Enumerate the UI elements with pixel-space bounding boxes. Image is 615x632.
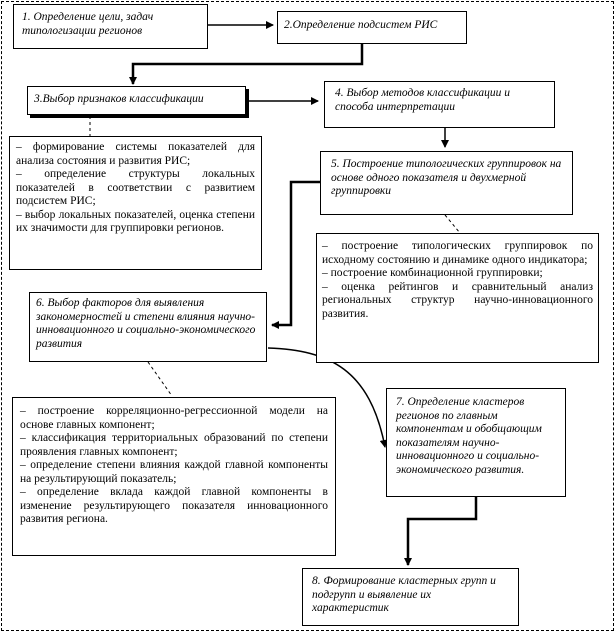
step-3-box: [27, 86, 246, 115]
step-7-box: [386, 388, 566, 497]
step-5-detail-3: – оценка рейтингов и сравнительный анализ региональных структур научно-инновационного развития.: [322, 280, 593, 320]
step-8-box: [302, 568, 519, 626]
step-4-text: 4. Выбор методов классификации и способа интерпретации: [335, 87, 511, 113]
step-6-detail-3: – определение степени влияния каждой главной компоненты на результирующий показатель;: [20, 459, 328, 485]
step-5-detail-1: – построение типологических группировок по исходному состоянию и динамике одного индикатора;: [322, 240, 593, 266]
step-5-box: [320, 151, 573, 215]
step-1-text: 1. Определение цели, задач типологизации регионов: [22, 11, 154, 37]
step-5-text: 5. Построение типологических группировок на основе одного показателя и двухмерной группировки: [331, 158, 562, 197]
step-3-detail-1: – формирование системы показателей для анализа состояния и развития РИС;: [16, 141, 255, 167]
step-3-text: 3.Выбор признаков классификации: [34, 93, 204, 105]
step-3-detail-2: – определение структуры локальных показателей в соответствии с развитием подсистем РИС;: [16, 168, 255, 207]
arrow-5-to-6: [272, 182, 320, 325]
step-5-detail-2: – построение комбинационной группировки;: [322, 267, 543, 279]
step-5-details-box: [316, 233, 599, 363]
step-6-detail-4: – определение вклада каждой главной компоненты в изменение результирующего показателя инновационного развития региона.: [20, 486, 328, 525]
step-6-text: 6. Выбор факторов для выявления закономерностей и степени влияния научно-инновационного и социально-экономического развития: [36, 297, 256, 350]
step-6-box: [29, 292, 267, 362]
step-2-text: 2.Определение подсистем РИС: [284, 19, 438, 31]
dash-5-to-details: [445, 215, 460, 233]
arrow-7-to-8: [408, 497, 476, 565]
dash-6-to-details: [148, 362, 172, 396]
step-6-details-box: [12, 397, 336, 556]
arrow-2-to-3: [133, 44, 362, 84]
step-7-text: 7. Определение кластеров регионов по главным компонентам и обобщающим показателям научно-инновационного и социально-экономического развития.: [396, 396, 542, 476]
step-6-detail-1: – построение корреляционно-регрессионной модели на основе главных компонент;: [20, 405, 328, 431]
step-4-box: [324, 81, 555, 128]
step-1-box: [13, 4, 208, 49]
step-6-detail-2: – классификация территориальных образований по степени проявления главных компонент;: [20, 432, 328, 458]
step-2-box: [277, 11, 467, 44]
step-3-detail-3: – выбор локальных показателей, оценка степени их значимости для группировки регионов.: [16, 208, 255, 234]
step-3-details-box: [9, 136, 262, 270]
step-8-text: 8. Формирование кластерных групп и подгрупп и выявление их характеристик: [312, 575, 496, 614]
